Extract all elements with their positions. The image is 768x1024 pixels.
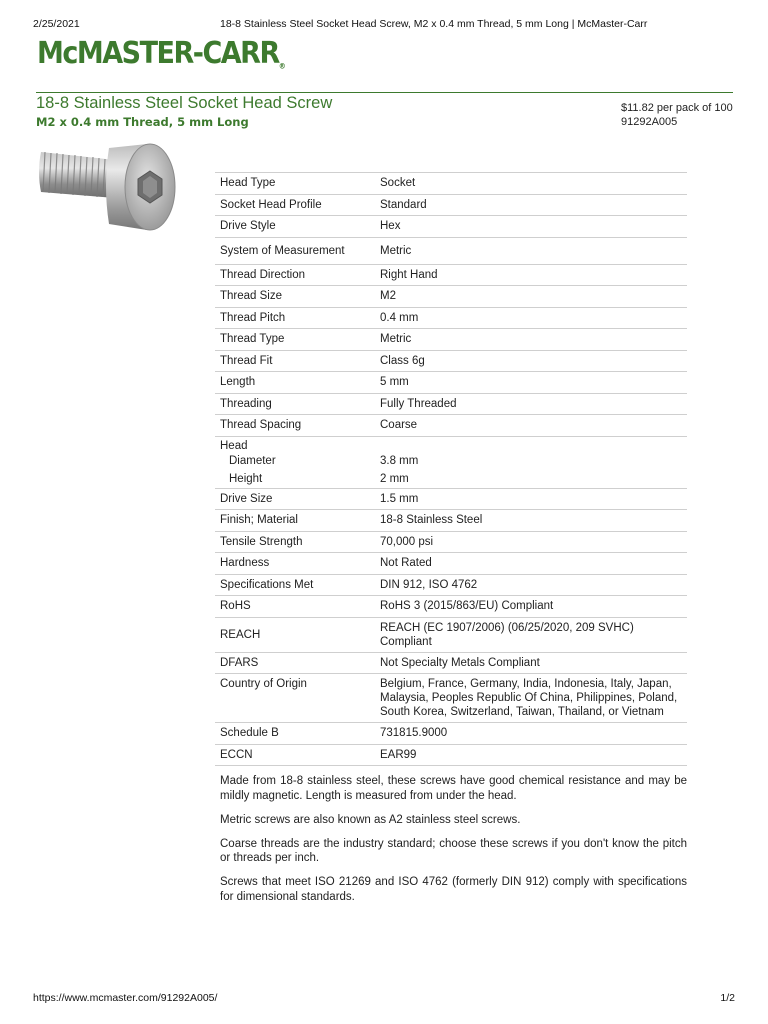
spec-row: [215, 744, 687, 766]
spec-label: Finish; Material: [215, 510, 375, 532]
spec-label: Thread Direction: [215, 264, 375, 286]
spec-label: Thread Type: [215, 329, 375, 351]
spec-label: Drive Size: [215, 488, 375, 510]
spec-value: Belgium, France, Germany, India, Indonesia, Italy, Japan, Malaysia, Peoples Republic Of China, Philippines, Poland, South Korea, Switzerland, Taiwan, Thailand, or Vietnam: [375, 674, 687, 723]
spec-value: 0.4 mm: [375, 307, 687, 329]
spec-value: Metric: [375, 237, 687, 264]
spec-label: Hardness: [215, 553, 375, 575]
spec-value: Class 6g: [375, 350, 687, 372]
spec-value: 2 mm: [380, 472, 409, 485]
spec-label: Height: [229, 472, 263, 485]
description-paragraph: Made from 18-8 stainless steel, these screws have good chemical resistance and may be mildly magnetic. Length is measured from under the head.: [220, 775, 687, 802]
spec-row: [215, 510, 687, 532]
spec-row: [215, 652, 687, 674]
part-number: 91292A005: [621, 116, 678, 128]
spec-group-spacer: [375, 436, 687, 452]
spec-value: 5 mm: [375, 372, 687, 394]
spec-subrow: [215, 470, 687, 489]
spec-row: [215, 723, 687, 745]
header-divider: [36, 92, 733, 93]
spec-row: [215, 350, 687, 372]
spec-value: Metric: [375, 329, 687, 351]
spec-row: [215, 237, 687, 264]
print-date: 2/25/2021: [33, 18, 80, 30]
spec-label: Thread Spacing: [215, 415, 375, 437]
specifications-table: [215, 172, 687, 766]
spec-label: RoHS: [215, 596, 375, 618]
spec-row: [215, 372, 687, 394]
price: $11.82 per pack of 100: [621, 102, 733, 114]
spec-row: [215, 553, 687, 575]
description-paragraph: Coarse threads are the industry standard; choose these screws if you don't know the pitch or threads per inch.: [220, 837, 687, 864]
spec-value: Standard: [375, 194, 687, 216]
spec-value: RoHS 3 (2015/863/EU) Compliant: [375, 596, 687, 618]
spec-row: [215, 415, 687, 437]
spec-label: Country of Origin: [215, 674, 375, 723]
spec-value: Not Rated: [375, 553, 687, 575]
spec-value: Hex: [375, 216, 687, 238]
page-url[interactable]: https://www.mcmaster.com/91292A005/: [33, 992, 218, 1004]
print-page-title: 18-8 Stainless Steel Socket Head Screw, M2 x 0.4 mm Thread, 5 mm Long | McMaster-Carr: [220, 18, 648, 30]
spec-value: DIN 912, ISO 4762: [375, 574, 687, 596]
spec-group-label: Head: [215, 436, 375, 452]
spec-group-head: [215, 436, 687, 452]
spec-label: Thread Size: [215, 286, 375, 308]
spec-value: EAR99: [375, 744, 687, 766]
description-paragraph: Screws that meet ISO 21269 and ISO 4762 (formerly DIN 912) comply with specifications for dimensional standards.: [220, 876, 687, 903]
spec-label: Tensile Strength: [215, 531, 375, 553]
page-number: 1/2: [720, 992, 735, 1004]
spec-row: [215, 488, 687, 510]
product-description: [220, 774, 687, 914]
spec-value: Not Specialty Metals Compliant: [375, 652, 687, 674]
spec-value: 3.8 mm: [380, 454, 419, 467]
spec-row: [215, 173, 687, 195]
spec-row: [215, 574, 687, 596]
spec-row: [215, 674, 687, 723]
product-subtitle: M2 x 0.4 mm Thread, 5 mm Long: [36, 115, 249, 129]
spec-label: Socket Head Profile: [215, 194, 375, 216]
spec-row: [215, 393, 687, 415]
spec-value: 1.5 mm: [375, 488, 687, 510]
spec-row: [215, 264, 687, 286]
spec-value: 18-8 Stainless Steel: [375, 510, 687, 532]
spec-label: DFARS: [215, 652, 375, 674]
spec-label: System of Measurement: [215, 237, 375, 264]
socket-head-screw-photo: [35, 140, 180, 235]
spec-row: [215, 194, 687, 216]
mcmaster-carr-logo[interactable]: [37, 36, 286, 71]
spec-label: Schedule B: [215, 723, 375, 745]
spec-label: Drive Style: [215, 216, 375, 238]
logo-text: McMASTER-CARR: [37, 36, 279, 71]
spec-label: Thread Pitch: [215, 307, 375, 329]
spec-label: Length: [215, 372, 375, 394]
spec-label: Threading: [215, 393, 375, 415]
registered-mark: ®: [278, 61, 286, 71]
spec-label: Diameter: [229, 454, 276, 467]
description-paragraph: Metric screws are also known as A2 stainless steel screws.: [220, 813, 521, 826]
spec-label: Thread Fit: [215, 350, 375, 372]
spec-label: Specifications Met: [215, 574, 375, 596]
spec-row: [215, 329, 687, 351]
spec-row: [215, 286, 687, 308]
spec-value: Right Hand: [375, 264, 687, 286]
spec-value: Socket: [375, 173, 687, 195]
spec-row: [215, 216, 687, 238]
spec-value: 70,000 psi: [375, 531, 687, 553]
spec-value: 731815.9000: [375, 723, 687, 745]
spec-value: Fully Threaded: [375, 393, 687, 415]
spec-label: REACH: [215, 617, 375, 652]
spec-value: REACH (EC 1907/2006) (06/25/2020, 209 SVHC) Compliant: [375, 617, 687, 652]
spec-value: Coarse: [375, 415, 687, 437]
spec-row: [215, 596, 687, 618]
spec-label: ECCN: [215, 744, 375, 766]
spec-row: [215, 307, 687, 329]
spec-value: M2: [375, 286, 687, 308]
spec-row: [215, 617, 687, 652]
price-block: [621, 101, 733, 129]
spec-row: [215, 531, 687, 553]
product-title: 18-8 Stainless Steel Socket Head Screw: [36, 94, 333, 112]
spec-label: Head Type: [215, 173, 375, 195]
spec-subrow: [215, 452, 687, 470]
